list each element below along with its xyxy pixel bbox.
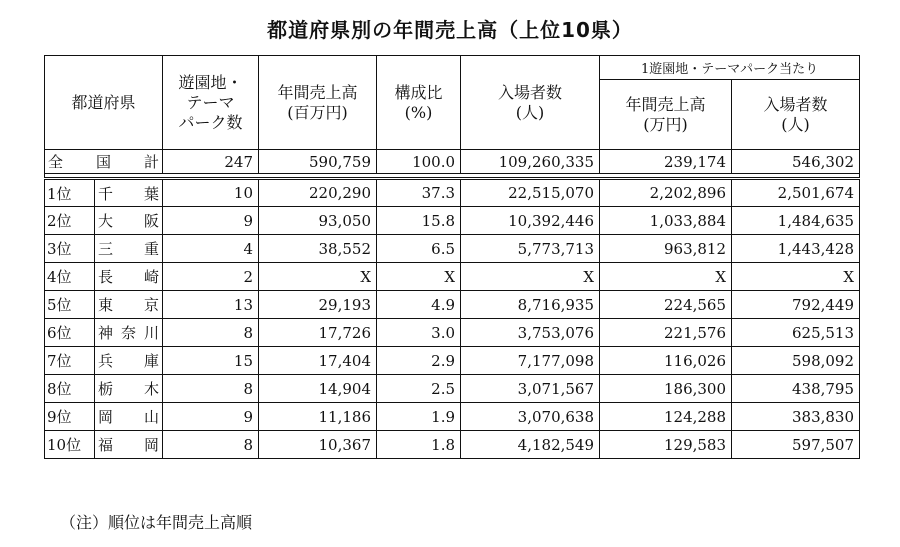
parks-cell: 9 bbox=[163, 207, 259, 235]
ratio-cell: 6.5 bbox=[377, 235, 461, 263]
visitors-cell: 3,070,638 bbox=[461, 403, 600, 431]
prefecture-cell: 三重 bbox=[95, 235, 163, 263]
parks-cell: 10 bbox=[163, 179, 259, 207]
rank-cell: 2位 bbox=[45, 207, 95, 235]
per-park-sales-cell: 963,812 bbox=[600, 235, 732, 263]
table-row bbox=[45, 347, 860, 375]
rank-cell: 3位 bbox=[45, 235, 95, 263]
visitors-cell: 5,773,713 bbox=[461, 235, 600, 263]
header-parks: 遊園地・ テーマ パーク数 bbox=[163, 56, 259, 150]
total-row bbox=[45, 150, 860, 174]
sales-cell: 10,367 bbox=[259, 431, 377, 459]
prefecture-cell: 栃木 bbox=[95, 375, 163, 403]
prefecture-cell: 福岡 bbox=[95, 431, 163, 459]
header-ratio: 構成比 (%) bbox=[377, 56, 461, 150]
per-park-sales-cell: 129,583 bbox=[600, 431, 732, 459]
sales-cell: 11,186 bbox=[259, 403, 377, 431]
parks-cell: 8 bbox=[163, 431, 259, 459]
per-park-visitors-cell: X bbox=[732, 263, 860, 291]
parks-cell: 8 bbox=[163, 375, 259, 403]
prefecture-cell: 大阪 bbox=[95, 207, 163, 235]
table-row bbox=[45, 375, 860, 403]
ratio-cell: 37.3 bbox=[377, 179, 461, 207]
ratio-cell: 1.9 bbox=[377, 403, 461, 431]
prefecture-cell: 兵庫 bbox=[95, 347, 163, 375]
rank-cell: 8位 bbox=[45, 375, 95, 403]
per-park-visitors-cell: 625,513 bbox=[732, 319, 860, 347]
sales-cell: 17,404 bbox=[259, 347, 377, 375]
per-park-visitors-cell: 598,092 bbox=[732, 347, 860, 375]
prefecture-cell: 東京 bbox=[95, 291, 163, 319]
table-row bbox=[45, 319, 860, 347]
total-visitors: 109,260,335 bbox=[461, 150, 600, 174]
per-park-sales-cell: 116,026 bbox=[600, 347, 732, 375]
sales-cell: 29,193 bbox=[259, 291, 377, 319]
rank-cell: 10位 bbox=[45, 431, 95, 459]
table-row bbox=[45, 263, 860, 291]
sales-cell: 14,904 bbox=[259, 375, 377, 403]
visitors-cell: 3,753,076 bbox=[461, 319, 600, 347]
rank-cell: 4位 bbox=[45, 263, 95, 291]
parks-cell: 15 bbox=[163, 347, 259, 375]
header-per-park-caption: 1遊園地・テーマパーク当たり bbox=[600, 56, 860, 80]
header-visitors: 入場者数 (人) bbox=[461, 56, 600, 150]
sales-cell: X bbox=[259, 263, 377, 291]
total-label: 全 国 計 bbox=[45, 150, 163, 174]
prefecture-cell: 千葉 bbox=[95, 179, 163, 207]
visitors-cell: 7,177,098 bbox=[461, 347, 600, 375]
prefecture-sales-table bbox=[44, 55, 860, 459]
per-park-visitors-cell: 1,484,635 bbox=[732, 207, 860, 235]
per-park-visitors-cell: 2,501,674 bbox=[732, 179, 860, 207]
ranked-rows bbox=[45, 179, 860, 459]
parks-cell: 13 bbox=[163, 291, 259, 319]
table-title: 都道府県別の年間売上高（上位10県） bbox=[267, 18, 633, 42]
sales-cell: 220,290 bbox=[259, 179, 377, 207]
table-row bbox=[45, 207, 860, 235]
ratio-cell: 15.8 bbox=[377, 207, 461, 235]
per-park-sales-cell: 1,033,884 bbox=[600, 207, 732, 235]
prefecture-cell: 長崎 bbox=[95, 263, 163, 291]
visitors-cell: 8,716,935 bbox=[461, 291, 600, 319]
visitors-cell: 22,515,070 bbox=[461, 179, 600, 207]
total-parks: 247 bbox=[163, 150, 259, 174]
total-sales: 590,759 bbox=[259, 150, 377, 174]
footnote: （注）順位は年間売上高順 bbox=[60, 513, 253, 532]
sales-cell: 17,726 bbox=[259, 319, 377, 347]
per-park-visitors-cell: 438,795 bbox=[732, 375, 860, 403]
rank-cell: 7位 bbox=[45, 347, 95, 375]
ratio-cell: X bbox=[377, 263, 461, 291]
visitors-cell: 3,071,567 bbox=[461, 375, 600, 403]
per-park-sales-cell: 221,576 bbox=[600, 319, 732, 347]
per-park-visitors-cell: 597,507 bbox=[732, 431, 860, 459]
ratio-cell: 2.5 bbox=[377, 375, 461, 403]
sales-cell: 38,552 bbox=[259, 235, 377, 263]
rank-cell: 1位 bbox=[45, 179, 95, 207]
total-per-visitors: 546,302 bbox=[732, 150, 860, 174]
table-row bbox=[45, 179, 860, 207]
parks-cell: 4 bbox=[163, 235, 259, 263]
header-per-park-visitors: 入場者数 (人) bbox=[732, 80, 860, 150]
rank-cell: 6位 bbox=[45, 319, 95, 347]
total-per-sales: 239,174 bbox=[600, 150, 732, 174]
per-park-sales-cell: 186,300 bbox=[600, 375, 732, 403]
parks-cell: 8 bbox=[163, 319, 259, 347]
ratio-cell: 3.0 bbox=[377, 319, 461, 347]
table-row bbox=[45, 235, 860, 263]
per-park-visitors-cell: 792,449 bbox=[732, 291, 860, 319]
per-park-sales-cell: 2,202,896 bbox=[600, 179, 732, 207]
rank-cell: 5位 bbox=[45, 291, 95, 319]
prefecture-cell: 神奈川 bbox=[95, 319, 163, 347]
prefecture-cell: 岡山 bbox=[95, 403, 163, 431]
per-park-sales-cell: X bbox=[600, 263, 732, 291]
table-row bbox=[45, 291, 860, 319]
table-row bbox=[45, 403, 860, 431]
per-park-sales-cell: 224,565 bbox=[600, 291, 732, 319]
visitors-cell: 4,182,549 bbox=[461, 431, 600, 459]
ratio-cell: 1.8 bbox=[377, 431, 461, 459]
ratio-cell: 2.9 bbox=[377, 347, 461, 375]
visitors-cell: X bbox=[461, 263, 600, 291]
table-row bbox=[45, 431, 860, 459]
parks-cell: 2 bbox=[163, 263, 259, 291]
rank-cell: 9位 bbox=[45, 403, 95, 431]
ratio-cell: 4.9 bbox=[377, 291, 461, 319]
sales-cell: 93,050 bbox=[259, 207, 377, 235]
per-park-visitors-cell: 1,443,428 bbox=[732, 235, 860, 263]
parks-cell: 9 bbox=[163, 403, 259, 431]
header-sales: 年間売上高 (百万円) bbox=[259, 56, 377, 150]
header-prefecture: 都道府県 bbox=[45, 56, 163, 150]
total-ratio: 100.0 bbox=[377, 150, 461, 174]
header-per-park-sales: 年間売上高 (万円) bbox=[600, 80, 732, 150]
visitors-cell: 10,392,446 bbox=[461, 207, 600, 235]
per-park-sales-cell: 124,288 bbox=[600, 403, 732, 431]
per-park-visitors-cell: 383,830 bbox=[732, 403, 860, 431]
